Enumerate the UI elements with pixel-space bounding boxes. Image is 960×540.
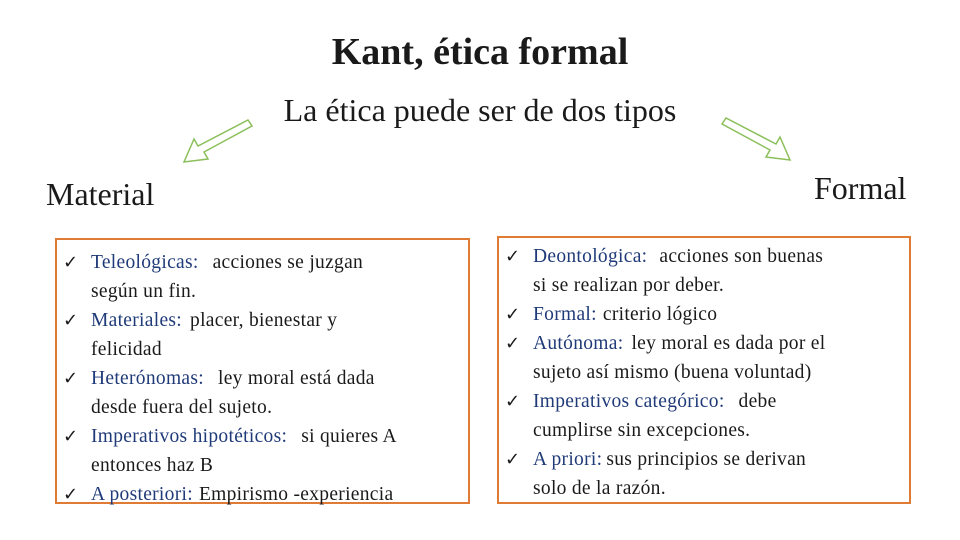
item-label: Autónoma: (533, 333, 624, 354)
check-icon: ✓ (505, 333, 521, 354)
check-icon: ✓ (63, 310, 79, 331)
check-icon: ✓ (63, 252, 79, 273)
item-description-continued: felicidad (91, 339, 162, 360)
formal-box (497, 236, 911, 504)
item-description-continued: entonces haz B (91, 455, 214, 476)
list-item (63, 422, 397, 480)
list-item (63, 364, 397, 422)
item-label: Imperativos hipotéticos: (91, 426, 288, 447)
item-description: si quieres A (301, 426, 397, 447)
list-item (505, 445, 825, 503)
material-box (55, 238, 470, 504)
item-description-continued: solo de la razón. (533, 478, 666, 499)
item-label: Teleológicas: (91, 252, 199, 273)
check-icon: ✓ (505, 449, 521, 470)
formal-list (505, 242, 825, 503)
list-item (63, 248, 397, 306)
formal-heading: Formal (814, 170, 907, 206)
item-description-continued: cumplirse sin excepciones. (533, 420, 751, 441)
item-label: A priori: (533, 449, 603, 470)
list-item (63, 480, 397, 509)
check-icon: ✓ (505, 391, 521, 412)
item-description: placer, bienestar y (190, 310, 338, 331)
check-icon: ✓ (63, 484, 79, 505)
item-description: sus principios se derivan (606, 449, 807, 470)
arrow-down-left-icon (178, 112, 258, 172)
item-description-continued: desde fuera del sujeto. (91, 397, 273, 418)
check-icon: ✓ (505, 246, 521, 267)
item-description-continued: sujeto así mismo (buena voluntad) (533, 362, 812, 383)
list-item (63, 306, 397, 364)
item-description: acciones se juzgan (212, 252, 364, 273)
check-icon: ✓ (63, 368, 79, 389)
item-description: Empirismo -experiencia (198, 484, 394, 505)
page-title: Kant, ética formal (331, 31, 629, 73)
list-item (505, 387, 825, 445)
page-subtitle: La ética puede ser de dos tipos (283, 92, 677, 128)
check-icon: ✓ (63, 426, 79, 447)
item-description: acciones son buenas (659, 246, 824, 267)
item-description: debe (738, 391, 777, 412)
item-description-continued: según un fin. (91, 281, 197, 302)
item-description: ley moral es dada por el (631, 333, 826, 354)
item-label: Deontológica: (533, 246, 648, 267)
material-list (63, 248, 397, 509)
item-description: criterio lógico (602, 304, 718, 325)
list-item (505, 242, 825, 300)
item-description-continued: si se realizan por deber. (533, 275, 725, 296)
item-description: ley moral está dada (217, 368, 375, 389)
arrow-down-right-icon (716, 110, 796, 170)
item-label: Materiales: (91, 310, 183, 331)
list-item (505, 300, 825, 329)
item-label: Formal: (533, 304, 597, 325)
list-item (505, 329, 825, 387)
item-label: A posteriori: (91, 484, 193, 505)
item-label: Imperativos categórico: (533, 391, 725, 412)
item-label: Heterónomas: (91, 368, 204, 389)
material-heading: Material (46, 176, 155, 212)
check-icon: ✓ (505, 304, 521, 325)
